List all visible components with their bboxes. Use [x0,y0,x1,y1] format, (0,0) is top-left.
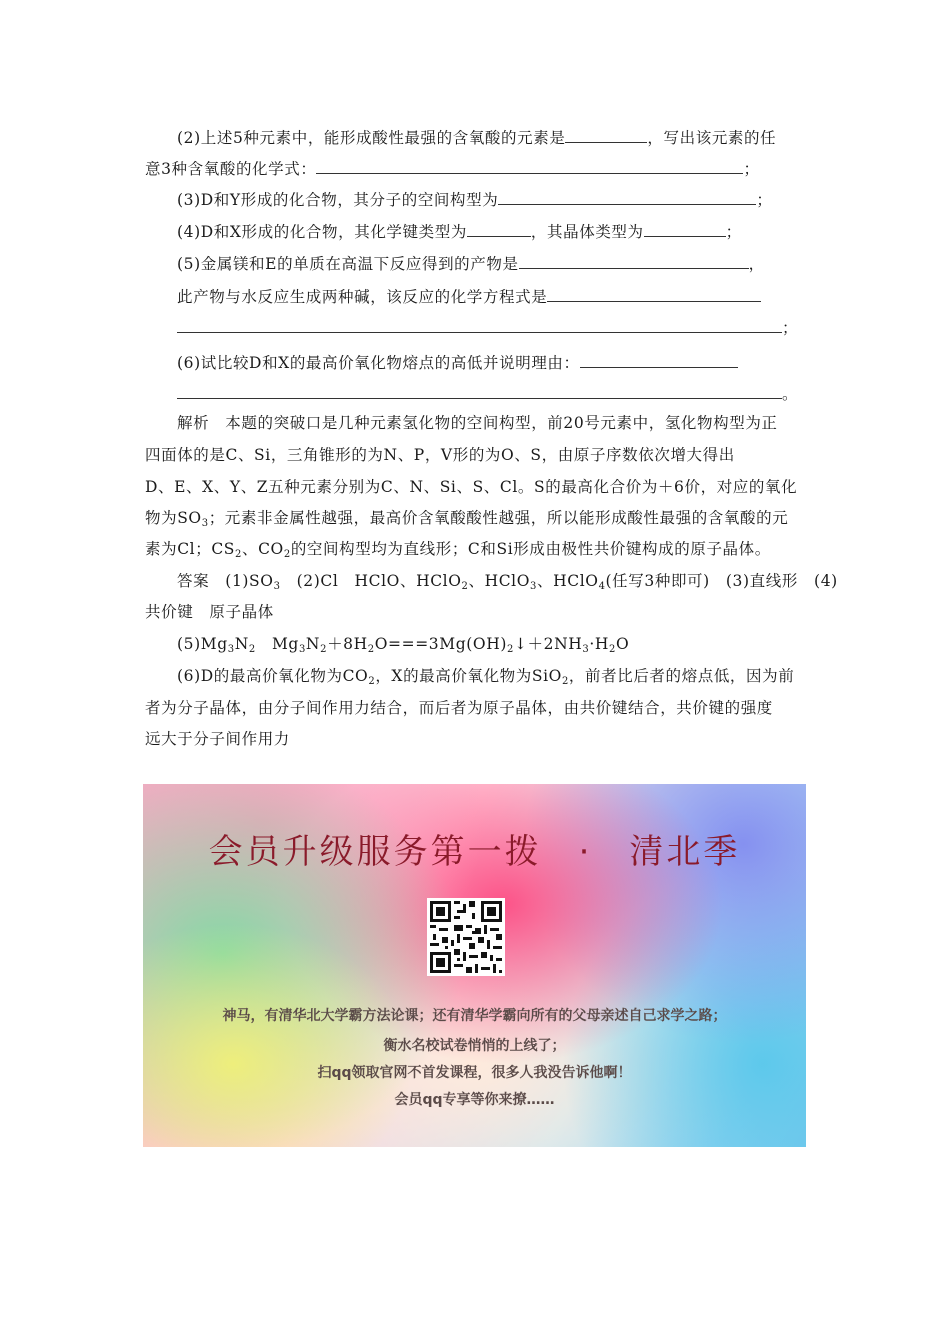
answer-text: 者为分子晶体，由分子间作用力结合，而后者为原子晶体，由共价键结合，共价键的强度 [145,699,773,717]
question-2-text-cont: ，写出该元素的任 [647,129,777,147]
subscript: 3 [582,644,590,655]
question-4-text-cont: ，其晶体类型为 [530,223,644,241]
subscript: 2 [561,676,569,687]
answer-blank [498,188,756,205]
subscript: 2 [461,581,469,592]
question-5-line-2 [177,285,842,308]
analysis-text: 四面体的是C、Si，三角锥形的为N、P，V形的为O、S，由原子序数依次增大得出 [145,446,735,464]
question-6-text: (6)试比较D和X的最高价氧化物熔点的高低并说明理由： [177,354,580,372]
qr-code-graphic [427,898,505,976]
subscript: 3 [273,581,281,592]
answer-text: 共价键 原子晶体 [145,603,274,621]
promo-banner[interactable] [143,784,806,1147]
subscript: 2 [368,676,376,687]
answer-blank [565,126,647,143]
question-5-equation-prompt: 此产物与水反应生成两种碱，该反应的化学方程式是 [177,288,548,306]
answer-blank [177,316,782,333]
answer-text: 答案 (1)SO [177,572,274,590]
analysis-text: 解析 本题的突破口是几种元素氢化物的空间构型，前20号元素中，氢化物构型为正 [177,414,778,432]
subscript: 2 [506,644,514,655]
punctuation: ， [748,255,765,273]
subscript: 2 [283,549,291,560]
answer-text: 、HClO [468,572,531,590]
question-4 [177,220,842,243]
question-6-line-1 [177,351,842,374]
question-4-text: (4)D和X形成的化合物，其化学键类型为 [177,223,467,241]
answer-text: ＋8H [327,635,368,653]
question-3-text: (3)D和Y形成的化合物，其分子的空间构型为 [177,191,499,209]
banner-line-1: 神马，有清华北大学霸方法论课；还有清华学霸向所有的父母亲述自己求学之路； [222,1008,727,1024]
analysis-line-1 [177,412,842,434]
answer-text: (任写3种即可) (3)直线形 (4) [605,572,838,590]
answer-blank [316,157,743,174]
subscript: 2 [367,644,375,655]
subscript: 3 [530,581,538,592]
punctuation: ； [756,191,773,209]
subscript: 2 [609,644,616,655]
answer-blank [177,382,782,399]
analysis-line-5 [145,538,810,560]
analysis-line-4 [145,507,810,529]
subscript: 4 [598,581,606,592]
banner-line-4: 会员qq专享等你来撩…… [394,1092,555,1108]
analysis-line-3 [145,476,810,498]
answer-text: (2)Cl HClO、HClO [280,572,462,590]
question-5-line-3 [177,316,842,339]
question-2-line-2 [145,157,810,180]
question-6-line-2 [177,382,842,405]
answer-text: Mg [255,635,299,653]
answer-text: (6)D的最高价氧化物为CO [177,667,369,685]
answer-line-2 [145,601,810,623]
subscript: 2 [320,644,328,655]
punctuation: 。 [782,385,799,403]
answer-blank [467,220,531,237]
banner-line-2: 衡水名校试卷悄悄的上线了； [383,1038,566,1054]
answer-text: (5)Mg [177,635,228,653]
answer-text: ↓＋2NH [513,635,583,653]
answer-text: O [615,635,630,653]
question-2-formula-prompt: 意3种含氧酸的化学式： [145,160,317,178]
answer-text: ，前者比后者的熔点低，因为前 [568,667,795,685]
punctuation: ； [725,223,742,241]
answer-blank [580,351,738,368]
punctuation: ； [782,319,799,337]
banner-title: 会员升级服务第一拨 · 清北季 [208,832,741,872]
answer-line-6 [145,728,810,750]
analysis-text: 物为SO [145,509,202,527]
question-5-text: (5)金属镁和E的单质在高温下反应得到的产物是 [177,255,519,273]
subscript: 2 [235,549,242,560]
subscript: 3 [227,644,235,655]
subscript: 3 [298,644,306,655]
analysis-line-2 [145,444,810,466]
question-5-line-1 [177,252,842,275]
answer-text: N [305,635,321,653]
answer-blank [547,285,761,302]
answer-line-4 [177,665,842,687]
answer-blank [644,220,726,237]
analysis-text: 素为Cl；CS [145,540,235,558]
answer-text: ·H [589,635,609,653]
punctuation: ； [743,160,760,178]
qr-code-icon[interactable] [427,898,505,976]
answer-blank [519,252,749,269]
answer-text: N [234,635,249,653]
banner-line-3: 扫qq领取官网不首发课程，很多人我没告诉他啊！ [317,1065,632,1081]
answer-text: 、HClO [537,572,599,590]
answer-line-5 [145,697,810,719]
subscript: 2 [248,644,256,655]
question-2-text: (2)上述5种元素中，能形成酸性最强的含氧酸的元素是 [177,129,566,147]
analysis-text: D、E、X、Y、Z五种元素分别为C、N、Si、S、Cl。S的最高化合价为＋6价，对应的氧化 [145,478,798,496]
answer-text: ，X的最高价氧化物为SiO [375,667,562,685]
question-3 [177,188,842,211]
question-2-line-1 [177,126,842,149]
analysis-text: ；元素非金属性越强，最高价含氧酸酸性越强，所以能形成酸性最强的含氧酸的元 [208,509,789,527]
answer-line-3 [177,633,842,655]
analysis-text: 、CO [241,540,284,558]
answer-text: O===3Mg(OH) [374,635,507,653]
answer-text: 远大于分子间作用力 [145,730,290,748]
analysis-text: 的空间构型均为直线形；C和Si形成由极性共价键构成的原子晶体。 [290,540,771,558]
answer-line-1 [177,570,842,592]
subscript: 3 [201,518,209,529]
